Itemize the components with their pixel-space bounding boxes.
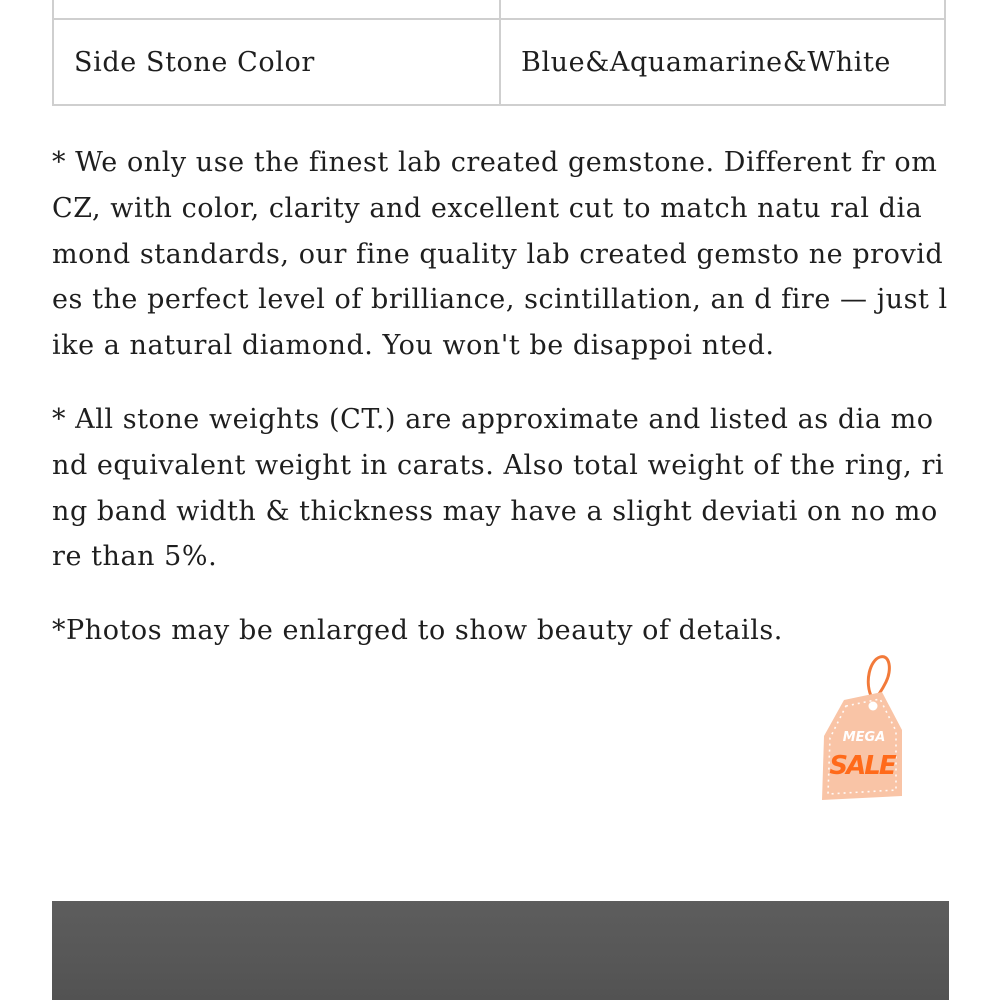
stone-weight-note: * All stone weights (CT.) are approximate and listed as dia mond equivalent weight in carats. Also total weight of the ring, ring band width & thickness may have a slight deviati on no more than 5%. xyxy=(52,403,945,573)
spec-row xyxy=(53,0,945,19)
spec-label xyxy=(53,0,500,19)
product-notes xyxy=(52,140,948,654)
photo-note: *Photos may be enlarged to show beauty of details. xyxy=(52,615,783,647)
spec-value xyxy=(500,0,945,19)
spec-table xyxy=(52,0,946,106)
tag-body xyxy=(822,692,902,800)
tag-text-mega: MEGA xyxy=(842,730,886,745)
tag-hole xyxy=(869,702,878,711)
spec-row xyxy=(53,19,945,105)
mega-sale-tag-icon xyxy=(810,652,910,804)
gemstone-note: * We only use the finest lab created gemstone. Different fr om CZ, with color, clarity and excellent cut to match natu ral diamond standards, our fine quality lab created gemsto ne provides the perfect level of brilliance, scintillation, an d fire — just like a natural diamond. You won't be disappoi nted. xyxy=(52,147,948,362)
spec-value: Blue&Aquamarine&White xyxy=(500,19,945,105)
product-photo xyxy=(52,901,949,1000)
tag-text-sale: SALE xyxy=(829,751,895,781)
spec-label: Side Stone Color xyxy=(53,19,500,105)
